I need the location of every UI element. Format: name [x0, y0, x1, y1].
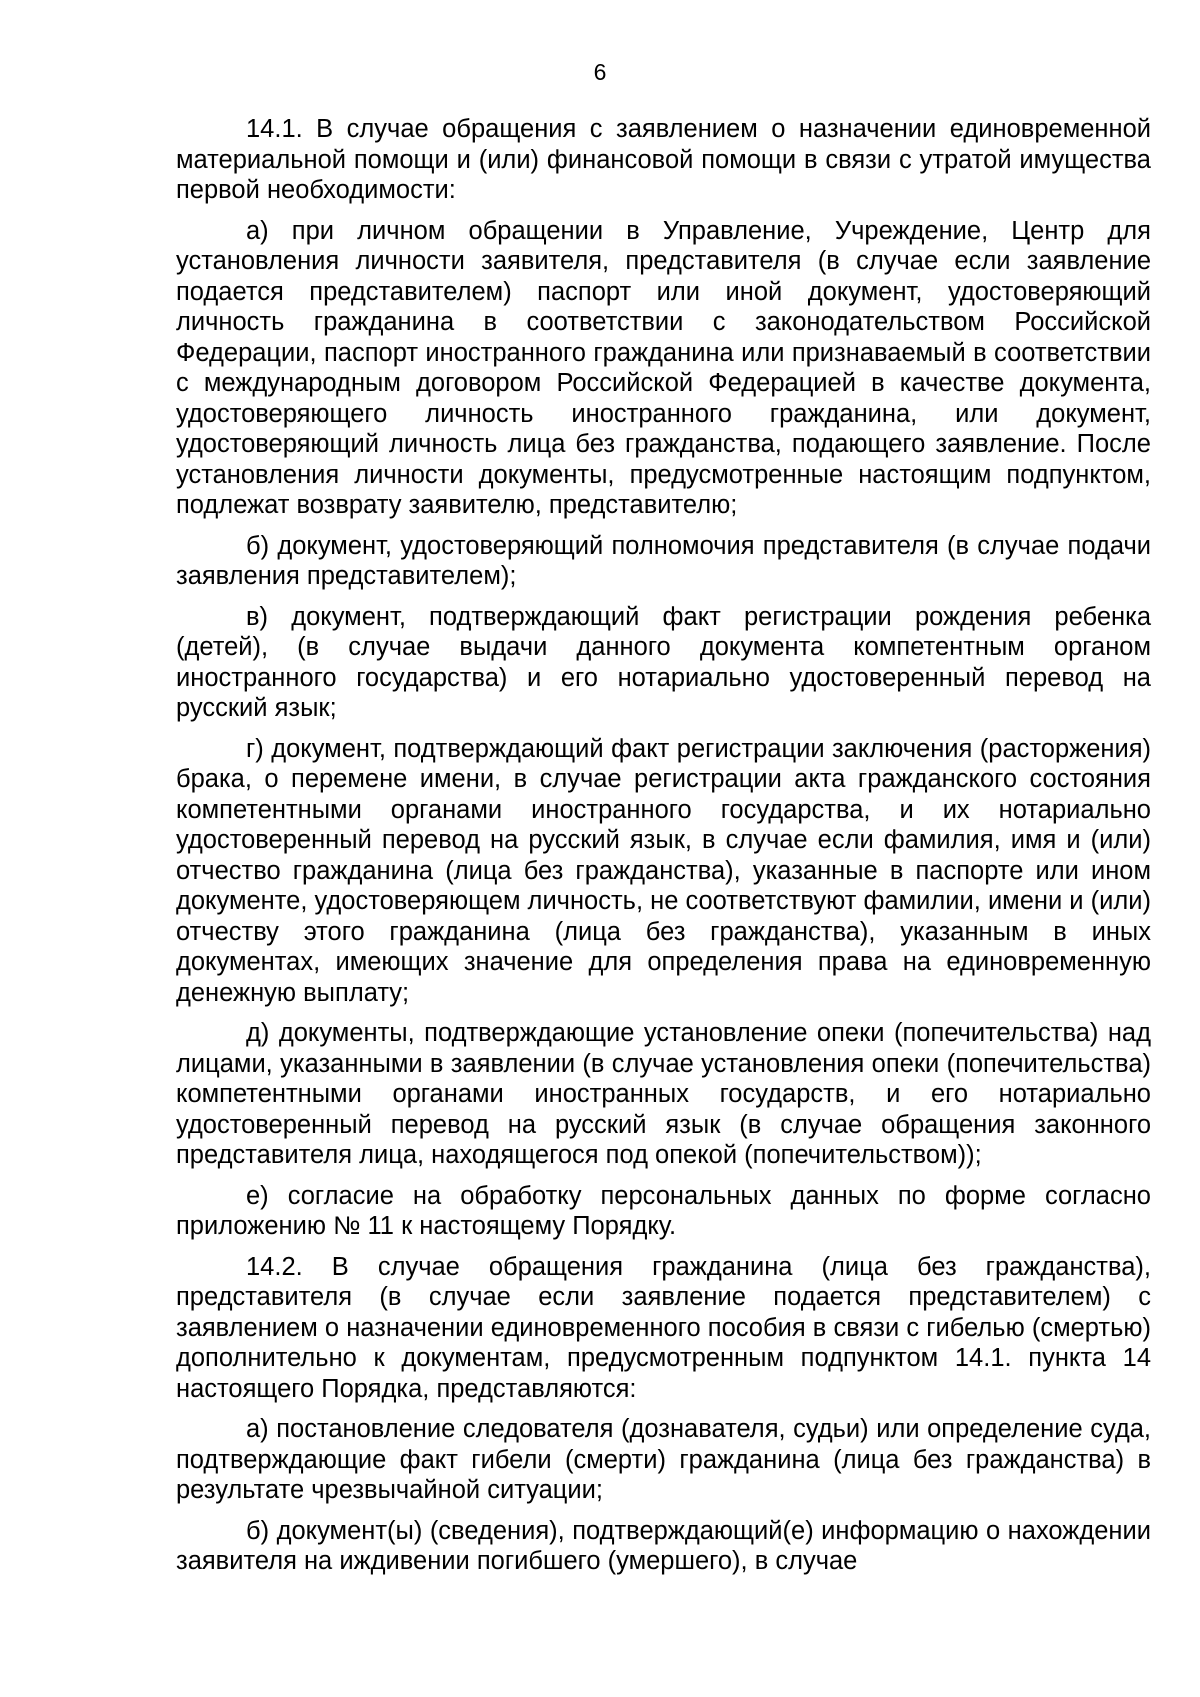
paragraph-14-1-e: е) согласие на обработку персональных данных по форме согласно приложению № 11 к настоящему Порядку.: [176, 1181, 1151, 1240]
paragraph-14-1-g: г) документ, подтверждающий факт регистрации заключения (расторжения) брака, о перемене имени, в случае регистрации акта гражданского состояния компетентными органами иностранного государства, и их нотариально удостоверенный перевод на русский язык, в случае если фамилия, имя и (или) отчество гражданина (лица без гражданства), указанные в паспорте или ином документе, удостоверяющем личность, не соответствуют фамилии, имени и (или) отчеству этого гражданина (лица без гражданства), указанным в иных документах, имеющих значение для определения права на единовременную денежную выплату;: [176, 734, 1151, 1007]
paragraph-14-1-v: в) документ, подтверждающий факт регистрации рождения ребенка (детей), (в случае выдачи данного документа компетентным органом иностранного государства) и его нотариально удостоверенный перевод на русский язык;: [176, 602, 1151, 722]
paragraph-14-1-d: д) документы, подтверждающие установление опеки (попечительства) над лицами, указанными в заявлении (в случае установления опеки (попечительства) компетентными органами иностранных государств, и его нотариально удостоверенный перевод на русский язык (в случае обращения законного представителя лица, находящегося под опекой (попечительством));: [176, 1019, 1151, 1169]
document-body: [176, 114, 1151, 1587]
paragraph-14-2-b: б) документ(ы) (сведения), подтверждающий(е) информацию о нахождении заявителя на иждивении погибшего (умершего), в случае: [176, 1516, 1151, 1575]
page-number: 6: [593, 59, 607, 85]
paragraph-14-2-a: а) постановление следователя (дознавателя, судьи) или определение суда, подтверждающие факт гибели (смерти) гражданина (лица без гражданства) в результате чрезвычайной ситуации;: [176, 1415, 1151, 1504]
paragraph-14-1-b: б) документ, удостоверяющий полномочия представителя (в случае подачи заявления представителем);: [176, 531, 1151, 590]
paragraph-14-2: 14.2. В случае обращения гражданина (лица без гражданства), представителя (в случае если заявление подается представителем) с заявлением о назначении единовременного пособия в связи с гибелью (смертью) дополнительно к документам, предусмотренным подпунктом 14.1. пункта 14 настоящего Порядка, представляются:: [176, 1252, 1151, 1403]
paragraph-14-1-a: а) при личном обращении в Управление, Учреждение, Центр для установления личности заявителя, представителя (в случае если заявление подается представителем) паспорт или иной документ, удостоверяющий личность гражданина в соответствии с законодательством Российской Федерации, паспорт иностранного гражданина или признаваемый в соответствии с международным договором Российской Федерацией в качестве документа, удостоверяющего личность иностранного гражданина, или документ, удостоверяющий личность лица без гражданства, подающего заявление. После установления личности документы, предусмотренные настоящим подпунктом, подлежат возврату заявителю, представителю;: [176, 216, 1151, 519]
paragraph-14-1: 14.1. В случае обращения с заявлением о назначении единовременной материальной помощи и (или) финансовой помощи в связи с утратой имущества первой необходимости:: [176, 115, 1151, 204]
